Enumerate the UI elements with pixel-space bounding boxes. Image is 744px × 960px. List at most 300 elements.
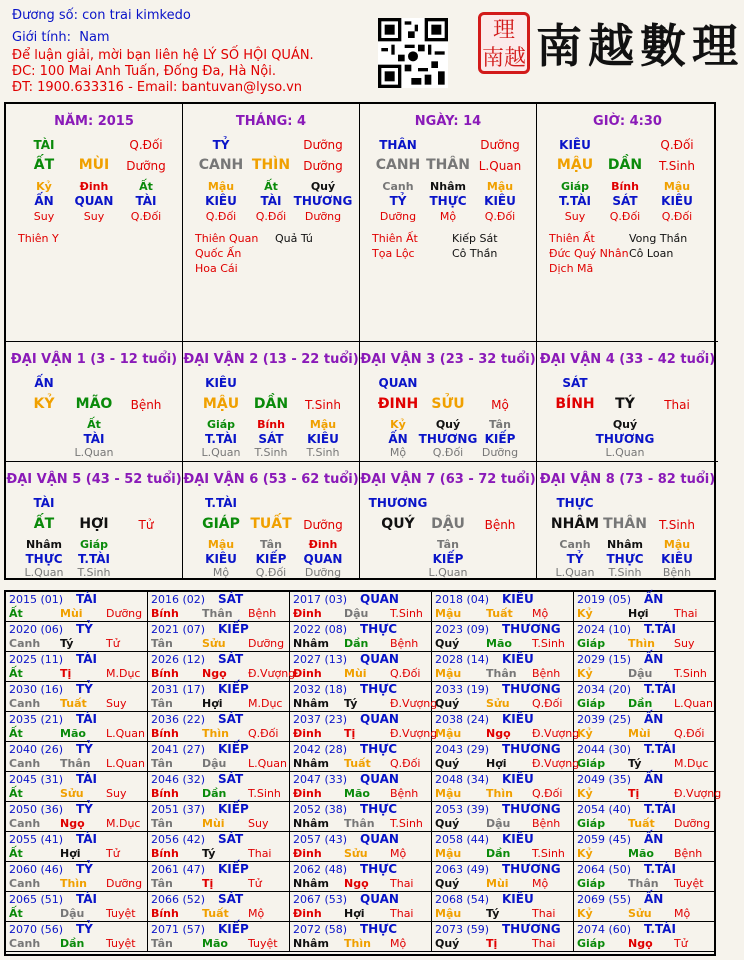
year-state: T.Sinh <box>674 667 707 680</box>
hidden-stem: Giáp <box>560 180 590 193</box>
dai-van-branch-state: Bệnh <box>484 518 516 532</box>
hidden-star: T.TÀI <box>78 552 110 566</box>
dai-van-5 <box>6 462 183 580</box>
year-cell <box>432 802 574 832</box>
year-branch: Hợi <box>628 607 649 620</box>
year-state: Tử <box>674 937 688 950</box>
year-label: 2051 (37) <box>151 803 206 816</box>
qr-code-icon[interactable] <box>378 18 448 88</box>
year-stem: Giáp <box>577 817 606 830</box>
dai-van-branch: DẦN <box>253 396 289 412</box>
hidden-stem: Giáp <box>206 418 236 431</box>
year-stem: Canh <box>9 637 41 650</box>
year-label: 2040 (26) <box>9 743 64 756</box>
year-state: M.Dục <box>106 667 141 680</box>
year-cell <box>148 742 290 772</box>
gender-label: Giới tính: <box>12 30 71 45</box>
hidden-star: KIẾP <box>484 432 516 446</box>
year-stem: Bính <box>151 907 179 920</box>
year-stem: Đinh <box>293 847 322 860</box>
pillar-title: GIỜ: 4:30 <box>593 114 662 129</box>
year-cell <box>148 832 290 862</box>
year-stem: Quý <box>435 937 460 950</box>
year-branch: Hợi <box>60 847 81 860</box>
hidden-star: THƯƠNG <box>595 432 655 446</box>
year-label: 2030 (16) <box>9 683 64 696</box>
year-cell <box>6 802 148 832</box>
hidden-star: QUAN <box>74 194 114 208</box>
header <box>0 0 744 100</box>
year-cell <box>574 832 716 862</box>
year-label: 2062 (48) <box>293 863 348 876</box>
year-label: 2028 (14) <box>435 653 490 666</box>
year-star: SÁT <box>218 592 244 606</box>
year-star: THỰC <box>360 922 398 936</box>
year-label: 2047 (33) <box>293 773 348 786</box>
gender-value: Nam <box>79 30 110 45</box>
year-cell <box>6 712 148 742</box>
year-star: THỰC <box>360 802 398 816</box>
dai-van-branch: TUẤT <box>250 516 292 532</box>
year-branch: Tị <box>628 787 640 800</box>
year-star: THỰC <box>360 862 398 876</box>
year-star: ẤN <box>644 592 664 606</box>
shensha-good: Quốc Ấn <box>195 247 242 260</box>
year-cell <box>290 652 432 682</box>
year-star: QUAN <box>360 832 399 846</box>
year-branch: Thìn <box>202 727 229 740</box>
shensha-good: Đức Quý Nhân <box>549 247 629 260</box>
year-branch: Hợi <box>202 697 223 710</box>
year-label: 2036 (22) <box>151 713 206 726</box>
year-stem: Kỷ <box>577 607 593 620</box>
year-cell <box>6 922 148 952</box>
dai-van-2 <box>183 342 360 462</box>
year-cell <box>148 652 296 682</box>
year-cell <box>574 682 716 712</box>
dai-van-stem: NHÂM <box>550 516 600 532</box>
year-branch: Dần <box>344 637 369 650</box>
year-branch: Thân <box>486 667 517 680</box>
year-branch: Mùi <box>344 667 367 680</box>
owner-line: Đương số: con trai kimkedo <box>12 8 191 23</box>
year-branch: Sửu <box>344 847 368 860</box>
year-branch: Thân <box>628 877 659 890</box>
dai-van-branch: HỢI <box>79 516 109 532</box>
year-label: 2065 (51) <box>9 893 64 906</box>
year-branch: Tuất <box>202 907 229 920</box>
year-cell <box>432 652 574 682</box>
hidden-state: Suy <box>33 210 55 223</box>
year-branch: Dần <box>202 787 227 800</box>
year-branch: Mão <box>344 787 370 800</box>
hidden-star: QUAN <box>303 552 343 566</box>
dai-van-branch-state: Mộ <box>491 398 509 412</box>
year-cell <box>148 622 290 652</box>
dai-van-branch: MÃO <box>75 396 113 412</box>
dai-van-branch-state: Tử <box>138 518 154 532</box>
year-stem: Đinh <box>293 607 322 620</box>
pillar-branch-state: T.Sinh <box>659 159 695 173</box>
hidden-stem: Quý <box>435 418 461 431</box>
year-state: Đ.Vượng <box>390 697 438 710</box>
year-stem: Giáp <box>577 757 606 770</box>
year-star: ẤN <box>644 652 664 666</box>
hidden-stem: Tân <box>489 418 511 431</box>
year-state: Thai <box>674 607 698 620</box>
hidden-state: Q.Đối <box>609 210 641 223</box>
year-stem: Kỷ <box>577 727 593 740</box>
year-star: TÀI <box>76 892 98 906</box>
year-star: TỶ <box>76 922 93 936</box>
year-label: 2026 (12) <box>151 653 206 666</box>
year-label: 2056 (42) <box>151 833 206 846</box>
shensha-bad: Cô Loan <box>629 247 674 260</box>
year-cell <box>148 862 290 892</box>
pillar-title: NGÀY: 14 <box>414 114 482 129</box>
year-star: ẤN <box>644 772 664 786</box>
year-label: 2069 (55) <box>577 893 632 906</box>
year-cell <box>290 592 432 622</box>
year-label: 2021 (07) <box>151 623 206 636</box>
year-cell <box>574 892 716 922</box>
year-branch: Dần <box>628 697 653 710</box>
year-state: Q.Đối <box>248 727 279 740</box>
shensha-bad: Kiếp Sát <box>452 232 498 245</box>
pillar-branch-state: Dưỡng <box>126 159 166 173</box>
year-state: Mộ <box>390 937 407 950</box>
dai-van-branch: THÂN <box>603 516 647 532</box>
year-star: THỰC <box>360 682 398 696</box>
year-cell <box>290 802 432 832</box>
pillar-branch-state: L.Quan <box>478 159 522 173</box>
hidden-stem: Đinh <box>79 180 109 193</box>
year-label: 2015 (01) <box>9 593 64 606</box>
year-label: 2044 (30) <box>577 743 632 756</box>
dai-van-7 <box>360 462 537 580</box>
year-state: Tuyệt <box>674 877 704 890</box>
year-state: Đ.Vượng <box>674 787 722 800</box>
year-state: Mộ <box>532 607 549 620</box>
year-label: 2027 (13) <box>293 653 348 666</box>
year-branch: Dậu <box>344 607 369 620</box>
year-cell <box>432 712 580 742</box>
hidden-stem: Tân <box>260 538 282 551</box>
address-line: ĐC: 100 Mai Anh Tuấn, Đống Đa, Hà Nội. <box>12 64 276 79</box>
pillar-branch-state: Dưỡng <box>303 159 343 173</box>
year-stem: Mậu <box>435 667 462 680</box>
year-branch: Sửu <box>202 637 226 650</box>
year-label: 2025 (11) <box>9 653 64 666</box>
year-stem: Kỷ <box>577 787 593 800</box>
year-label: 2064 (50) <box>577 863 632 876</box>
year-stem: Mậu <box>435 907 462 920</box>
hidden-state: Q.Đối <box>255 210 287 223</box>
hidden-star: ẤN <box>388 432 408 446</box>
year-branch: Sửu <box>60 787 84 800</box>
year-stem: Kỷ <box>577 847 593 860</box>
dai-van-branch-state: Dưỡng <box>303 518 343 532</box>
year-cell <box>574 772 722 802</box>
year-state: L.Quan <box>248 757 287 770</box>
year-star: KIẾP <box>218 682 249 696</box>
year-branch: Dậu <box>202 757 227 770</box>
year-state: T.Sinh <box>248 787 281 800</box>
year-star: KIÊU <box>502 772 534 786</box>
dai-van-stem: MẬU <box>202 396 240 412</box>
hidden-state: L.Quan <box>74 446 114 459</box>
year-stem: Tân <box>151 637 173 650</box>
year-cell <box>574 862 716 892</box>
dai-van-1 <box>6 342 183 462</box>
hidden-state: Mộ <box>439 210 457 223</box>
year-stem: Quý <box>435 697 460 710</box>
year-stem: Ất <box>9 667 23 680</box>
year-stem: Nhâm <box>293 697 329 710</box>
shensha-good: Hoa Cái <box>195 262 238 275</box>
year-star: KIẾP <box>218 622 249 636</box>
year-stem: Canh <box>9 937 41 950</box>
year-label: 2033 (19) <box>435 683 490 696</box>
year-cell <box>432 622 574 652</box>
dai-van-star: QUAN <box>378 376 418 390</box>
year-stem: Bính <box>151 787 179 800</box>
pillar-star-state: Q.Đối <box>660 138 694 152</box>
hidden-state: T.Sinh <box>254 446 288 459</box>
year-branch: Ngọ <box>628 937 653 950</box>
hidden-star: KIẾP <box>432 552 464 566</box>
dai-van-star: ẤN <box>34 376 54 390</box>
year-cell <box>6 592 148 622</box>
hidden-star: THƯƠNG <box>293 194 353 208</box>
year-cell <box>574 652 716 682</box>
pillar-stem: ẤT <box>33 157 55 173</box>
year-state: M.Dục <box>106 817 141 830</box>
year-branch: Tị <box>60 667 72 680</box>
year-state: Bệnh <box>390 637 419 650</box>
hidden-state: L.Quan <box>605 446 645 459</box>
year-branch: Ngọ <box>202 667 227 680</box>
year-label: 2045 (31) <box>9 773 64 786</box>
year-star: TÀI <box>76 592 98 606</box>
year-label: 2019 (05) <box>577 593 632 606</box>
year-cell <box>6 892 148 922</box>
chart-board <box>4 102 716 580</box>
hidden-stem: Mậu <box>663 538 691 551</box>
year-stem: Đinh <box>293 727 322 740</box>
hidden-state: T.Sinh <box>77 566 111 579</box>
year-star: KIÊU <box>502 712 534 726</box>
dai-van-star: KIÊU <box>205 376 237 390</box>
year-cell <box>6 652 148 682</box>
dai-van-title: ĐẠI VẬN 8 (73 - 82 tuổi) <box>539 472 716 487</box>
year-stem: Nhâm <box>293 877 329 890</box>
year-branch: Sửu <box>486 697 510 710</box>
year-stem: Ất <box>9 727 23 740</box>
year-stem: Đinh <box>293 787 322 800</box>
year-state: L.Quan <box>106 727 145 740</box>
year-label: 2020 (06) <box>9 623 64 636</box>
year-cell <box>148 922 290 952</box>
year-label: 2073 (59) <box>435 923 490 936</box>
pillar-branch: DẦN <box>607 157 643 173</box>
year-state: L.Quan <box>674 697 713 710</box>
year-star: T.TÀI <box>644 622 676 636</box>
year-state: Mộ <box>248 907 265 920</box>
year-star: TỶ <box>76 862 93 876</box>
year-label: 2060 (46) <box>9 863 64 876</box>
year-star: ẤN <box>644 712 664 726</box>
hidden-stem: Mậu <box>663 180 691 193</box>
hidden-star: SÁT <box>258 432 284 446</box>
year-label: 2018 (04) <box>435 593 490 606</box>
year-branch: Thìn <box>344 937 371 950</box>
year-branch: Mão <box>628 847 654 860</box>
hidden-state: Suy <box>564 210 586 223</box>
phone-email-line[interactable]: ĐT: 1900.633316 - Email: bantuvan@lyso.vn <box>12 80 303 95</box>
dai-van-branch: SỬU <box>431 396 465 412</box>
hidden-stem: Đinh <box>308 538 338 551</box>
pillar-star: TÀI <box>33 138 55 152</box>
year-state: Bệnh <box>390 787 419 800</box>
hidden-stem: Mậu <box>207 180 235 193</box>
year-star: KIÊU <box>502 652 534 666</box>
year-star: QUAN <box>360 652 399 666</box>
year-cell <box>290 922 432 952</box>
shensha-good: Thiên Y <box>18 232 59 245</box>
shensha-bad: Vong Thần <box>629 232 688 245</box>
year-stem: Nhâm <box>293 817 329 830</box>
dai-van-branch: TÝ <box>615 396 635 412</box>
pillar-branch: MÙI <box>78 157 110 173</box>
year-cell <box>6 832 148 862</box>
hidden-state: Dưỡng <box>379 210 417 223</box>
year-cell <box>432 592 574 622</box>
hidden-stem: Mậu <box>309 418 337 431</box>
hidden-stem: Canh <box>382 180 414 193</box>
hidden-stem: Nhâm <box>26 538 62 551</box>
dai-van-stem: ẤT <box>33 516 55 532</box>
year-state: Q.Đối <box>674 727 705 740</box>
year-star: SÁT <box>218 772 244 786</box>
hidden-stem: Bính <box>611 180 639 193</box>
hidden-state: Dưỡng <box>304 566 342 579</box>
year-cell <box>574 592 716 622</box>
hidden-star: THỰC <box>429 194 467 208</box>
year-star: TỶ <box>76 742 93 756</box>
year-label: 2029 (15) <box>577 653 632 666</box>
year-star: KIÊU <box>502 892 534 906</box>
dai-van-stem: BÍNH <box>555 396 595 412</box>
year-cell <box>432 742 580 772</box>
dai-van-3 <box>360 342 537 462</box>
year-star: KIẾP <box>218 802 249 816</box>
year-stem: Mậu <box>435 727 462 740</box>
year-stem: Giáp <box>577 937 606 950</box>
year-state: Suy <box>106 697 127 710</box>
year-star: THƯƠNG <box>502 742 561 756</box>
year-star: SÁT <box>218 832 244 846</box>
year-star: SÁT <box>218 712 244 726</box>
hidden-star: TÀI <box>260 194 282 208</box>
year-star: ẤN <box>644 832 664 846</box>
year-star: T.TÀI <box>644 742 676 756</box>
year-stem: Nhâm <box>293 757 329 770</box>
dai-van-branch-state: T.Sinh <box>305 398 341 412</box>
year-cell <box>290 772 432 802</box>
year-cell <box>290 892 432 922</box>
year-branch: Thân <box>202 607 233 620</box>
year-branch: Tuất <box>60 697 87 710</box>
year-star: TỶ <box>76 802 93 816</box>
year-cell <box>432 772 574 802</box>
shensha-good: Thiên Ất <box>549 232 595 245</box>
hidden-star: TỶ <box>566 552 584 566</box>
year-state: Đ.Vượng <box>390 727 438 740</box>
year-branch: Tuất <box>486 607 513 620</box>
year-state: Tuyệt <box>106 907 136 920</box>
annual-luck-grid <box>4 590 722 956</box>
year-stem: Bính <box>151 727 179 740</box>
dai-van-4 <box>537 342 718 462</box>
hidden-state: L.Quan <box>24 566 64 579</box>
pillar-stem: MẬU <box>556 157 594 173</box>
year-label: 2061 (47) <box>151 863 206 876</box>
year-cell <box>432 682 574 712</box>
year-branch: Tý <box>60 637 74 650</box>
year-state: Thai <box>390 907 414 920</box>
year-branch: Thìn <box>628 637 655 650</box>
year-star: THỰC <box>360 622 398 636</box>
year-branch: Tị <box>486 937 498 950</box>
year-star: KIẾP <box>218 742 249 756</box>
year-cell <box>148 892 290 922</box>
year-state: Suy <box>674 637 695 650</box>
year-state: Thai <box>390 877 414 890</box>
year-branch: Thìn <box>486 787 513 800</box>
year-state: Bệnh <box>248 607 277 620</box>
hidden-state: L.Quan <box>555 566 595 579</box>
dai-van-6 <box>183 462 360 580</box>
hidden-stem: Mậu <box>486 180 514 193</box>
year-star: QUAN <box>360 772 399 786</box>
hidden-star: KIÊU <box>661 552 693 566</box>
hidden-stem: Bính <box>257 418 285 431</box>
year-state: Q.Đối <box>390 667 421 680</box>
dai-van-title: ĐẠI VẬN 6 (53 - 62 tuổi) <box>183 472 359 487</box>
dai-van-branch-state: Thai <box>664 398 690 412</box>
year-stem: Giáp <box>577 877 606 890</box>
hidden-state: Mộ <box>212 566 230 579</box>
year-label: 2023 (09) <box>435 623 490 636</box>
year-label: 2039 (25) <box>577 713 632 726</box>
hidden-star: KIÊU <box>205 194 237 208</box>
year-state: Mộ <box>532 877 549 890</box>
year-cell <box>148 772 290 802</box>
hidden-star: T.TÀI <box>559 194 591 208</box>
hidden-state: Mộ <box>389 446 407 459</box>
year-star: KIẾP <box>218 862 249 876</box>
year-branch: Tị <box>344 727 356 740</box>
pillar-star: TỶ <box>212 138 230 152</box>
dai-van-star: THỰC <box>556 496 594 510</box>
dai-van-title: ĐẠI VẬN 5 (43 - 52 tuổi) <box>6 472 182 487</box>
hidden-stem: Giáp <box>79 538 109 551</box>
year-stem: Tân <box>151 757 173 770</box>
year-star: TÀI <box>76 832 98 846</box>
year-state: Q.Đối <box>532 787 563 800</box>
year-star: QUAN <box>360 892 399 906</box>
